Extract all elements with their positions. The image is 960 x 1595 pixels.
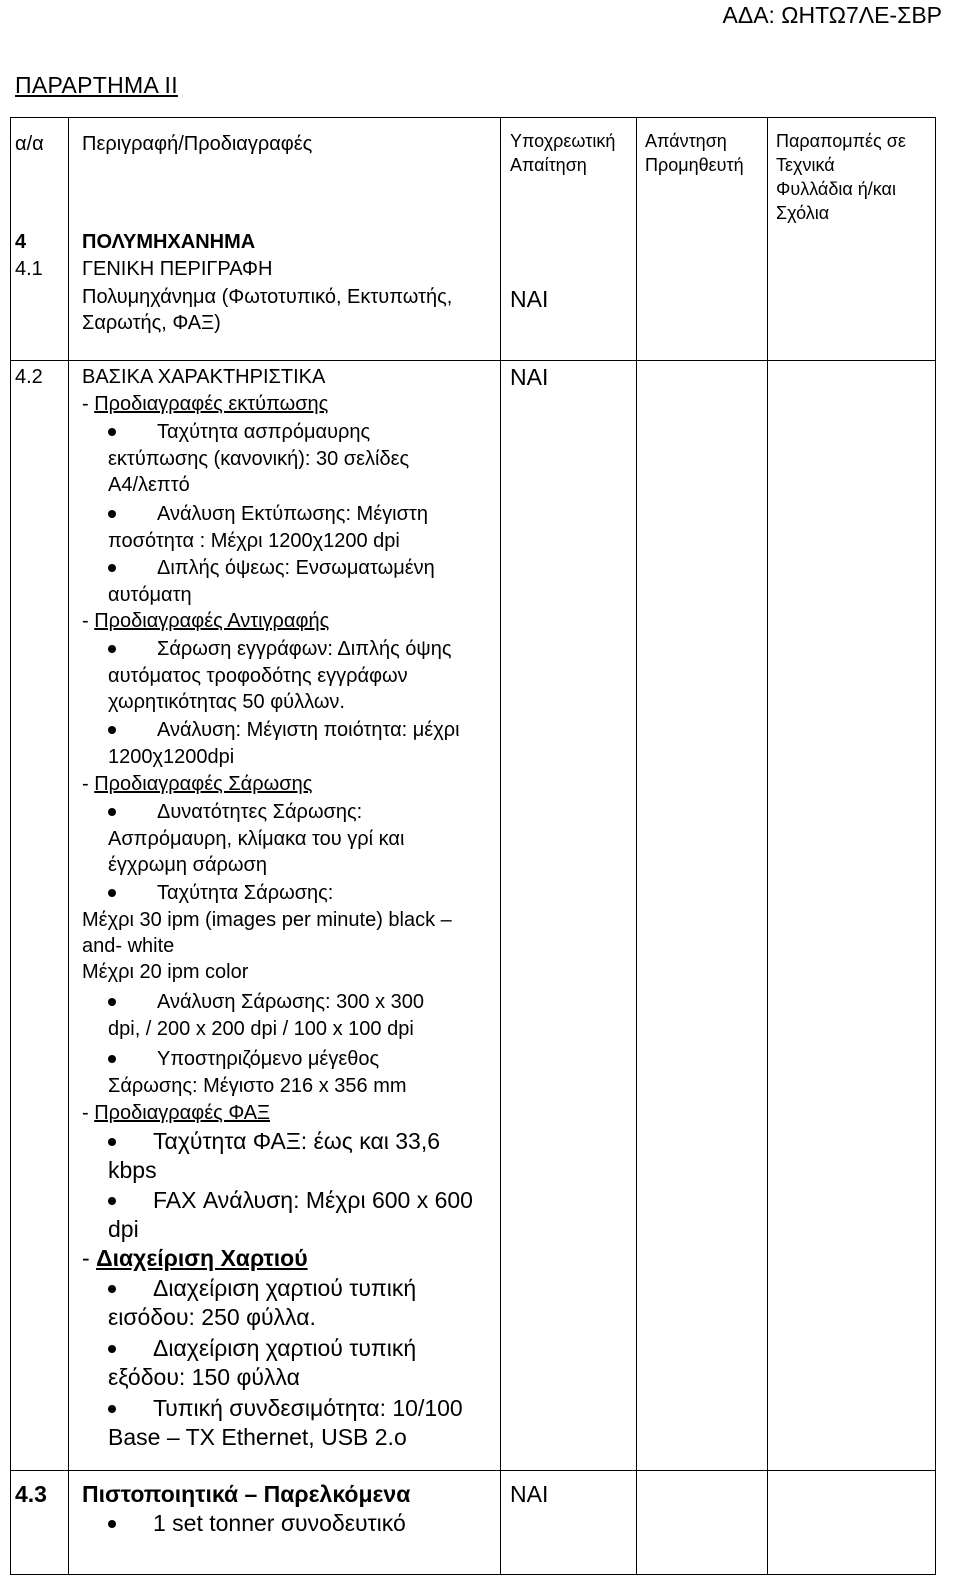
print-specs-title: Προδιαγραφές εκτύπωσης — [94, 393, 329, 415]
copy-scan-line-2: αυτόματος τροφοδότης εγγράφων — [108, 665, 408, 687]
bullet-icon — [108, 564, 116, 572]
col-header-refs-1: Παραπομπές σε — [776, 131, 906, 151]
copy-specs-dash: - — [82, 610, 95, 632]
copy-specs-title: Προδιαγραφές Αντιγραφής — [94, 610, 330, 632]
fax-specs-header — [82, 1100, 270, 1126]
ada-code: ΑΔΑ: ΩΗΤΩ7ΛΕ-ΣΒΡ — [722, 2, 942, 28]
scan-size-line-2: Σάρωσης: Μέγιστο 216 x 356 mm — [108, 1075, 407, 1097]
scan-size-line-1: Υποστηριζόμενο μέγεθος — [157, 1048, 380, 1070]
bullet-icon — [108, 726, 116, 734]
col-header-refs-2: Τεχνικά — [776, 155, 835, 175]
print-specs-header — [82, 391, 328, 417]
col-header-aa: α/α — [15, 133, 44, 155]
col-header-refs-3: Φυλλάδια ή/και — [776, 179, 896, 199]
scan-speed-line-2: Μέχρι 30 ipm (images per minute) black – — [82, 909, 452, 931]
bullet-icon — [108, 1055, 116, 1063]
fax-resolution-line-1: FAX Ανάλυση: Μέχρι 600 x 600 — [153, 1187, 473, 1213]
row42-number: 4.2 — [15, 366, 43, 388]
fax-speed-line-2: kbps — [108, 1157, 157, 1183]
row41-line-2: Πολυμηχάνημα (Φωτοτυπικό, Εκτυπωτής, — [82, 286, 453, 308]
paper-input-line-2: εισόδου: 250 φύλλα. — [108, 1304, 316, 1330]
scan-capabilities-line-1: Δυνατότητες Σάρωσης: — [157, 801, 363, 823]
bullet-icon — [108, 1405, 116, 1413]
bullet-icon — [108, 1197, 116, 1205]
row42-required: ΝΑΙ — [510, 364, 549, 390]
paper-output-line-1: Διαχείριση χαρτιού τυπική — [153, 1335, 417, 1361]
copy-resolution-line-2: 1200χ1200dpi — [108, 746, 235, 768]
col-header-answer-1: Απάντηση — [645, 131, 727, 151]
print-resolution-line-1: Ανάλυση Εκτύπωσης: Μέγιστη — [157, 503, 428, 525]
row4-title: ΠΟΛΥΜΗΧΑΝΗΜΑ — [82, 231, 256, 253]
bullet-icon — [108, 1285, 116, 1293]
scan-capabilities-line-3: έγχρωμη σάρωση — [108, 854, 267, 876]
row43-required: ΝΑΙ — [510, 1481, 549, 1507]
row4-number: 4 — [15, 231, 27, 253]
fax-speed-line-1: Ταχύτητα ΦΑΞ: έως και 33,6 — [153, 1128, 441, 1154]
row43-number: 4.3 — [15, 1481, 47, 1507]
row41-required: ΝΑΙ — [510, 286, 549, 312]
connectivity-line-1: Τυπική συνδεσιμότητα: 10/100 — [153, 1395, 463, 1421]
annex-heading: ΠΑΡΑΡΤΗΜΑ ΙΙ — [15, 72, 178, 98]
paper-input-line-1: Διαχείριση χαρτιού τυπική — [153, 1275, 417, 1301]
scan-specs-title: Προδιαγραφές Σάρωσης — [94, 773, 313, 795]
col-header-answer-2: Προμηθευτή — [645, 155, 744, 175]
print-speed-line-2: εκτύπωσης (κανονική): 30 σελίδες — [108, 448, 410, 470]
bullet-icon — [108, 808, 116, 816]
print-resolution-line-2: ποσότητα : Μέχρι 1200χ1200 dpi — [108, 530, 400, 552]
scan-capabilities-line-2: Ασπρόμαυρη, κλίμακα του γρί και — [108, 828, 405, 850]
print-speed-line-3: Α4/λεπτό — [108, 474, 190, 496]
bullet-icon — [108, 1520, 116, 1528]
table-divider-2 — [500, 117, 501, 1575]
table-border-bottom — [10, 1574, 936, 1575]
scan-speed-line-1: Ταχύτητα Σάρωσης: — [157, 882, 334, 904]
fax-resolution-line-2: dpi — [108, 1216, 139, 1242]
scan-speed-line-4: Μέχρι 20 ipm color — [82, 961, 249, 983]
paper-output-line-2: εξόδου: 150 φύλλα — [108, 1364, 300, 1390]
col-header-required-2: Απαίτηση — [510, 155, 587, 175]
toner-item: 1 set tonner συνοδευτικό — [153, 1510, 406, 1536]
bullet-icon — [108, 1345, 116, 1353]
row-separator-2 — [10, 1470, 936, 1471]
table-border-top — [10, 117, 936, 118]
scan-resolution-line-2: dpi, / 200 x 200 dpi / 100 x 100 dpi — [108, 1018, 414, 1040]
copy-resolution-line-1: Ανάλυση: Μέγιστη ποιότητα: μέχρι — [157, 719, 460, 741]
table-divider-1 — [68, 117, 69, 1575]
row-separator-1 — [10, 360, 936, 361]
bullet-icon — [108, 510, 116, 518]
col-header-refs-4: Σχόλια — [776, 203, 830, 223]
bullet-icon — [108, 998, 116, 1006]
print-speed-line-1: Ταχύτητα ασπρόμαυρης — [157, 421, 371, 443]
col-header-required-1: Υποχρεωτική — [510, 131, 616, 151]
bullet-icon — [108, 1138, 116, 1146]
table-border-right — [935, 117, 936, 1575]
print-specs-dash: - — [82, 393, 95, 415]
paper-handling-dash: - — [82, 1245, 97, 1271]
paper-handling-title: Διαχείριση Χαρτιού — [96, 1245, 308, 1271]
bullet-icon — [108, 428, 116, 436]
duplex-line-1: Διπλής όψεως: Ενσωματωμένη — [157, 557, 435, 579]
bullet-icon — [108, 889, 116, 897]
table-divider-3 — [636, 117, 637, 1575]
connectivity-line-2: Base – TX Ethernet, USB 2.o — [108, 1424, 407, 1450]
scan-specs-dash: - — [82, 773, 95, 795]
fax-specs-dash: - — [82, 1102, 95, 1124]
row43-title: Πιστοποιητικά – Παρελκόμενα — [82, 1481, 411, 1507]
row41-number: 4.1 — [15, 258, 43, 280]
col-header-description: Περιγραφή/Προδιαγραφές — [82, 133, 313, 155]
copy-specs-header — [82, 608, 329, 634]
copy-scan-line-1: Σάρωση εγγράφων: Διπλής όψης — [157, 638, 452, 660]
fax-specs-title: Προδιαγραφές ΦΑΞ — [94, 1102, 271, 1124]
table-divider-4 — [767, 117, 768, 1575]
row41-line-3: Σαρωτής, ΦΑΞ) — [82, 312, 221, 334]
table-border-left — [10, 117, 11, 1575]
bullet-icon — [108, 645, 116, 653]
row41-line-1: ΓΕΝΙΚΗ ΠΕΡΙΓΡΑΦΗ — [82, 258, 273, 280]
row42-title: ΒΑΣΙΚΑ ΧΑΡΑΚΤΗΡΙΣΤΙΚΑ — [82, 366, 326, 388]
duplex-line-2: αυτόματη — [108, 584, 192, 606]
copy-scan-line-3: χωρητικότητας 50 φύλλων. — [108, 691, 345, 713]
paper-handling-header — [82, 1245, 308, 1271]
scan-speed-line-3: and- white — [82, 935, 175, 957]
scan-specs-header — [82, 771, 312, 797]
scan-resolution-line-1: Ανάλυση Σάρωσης: 300 x 300 — [157, 991, 425, 1013]
